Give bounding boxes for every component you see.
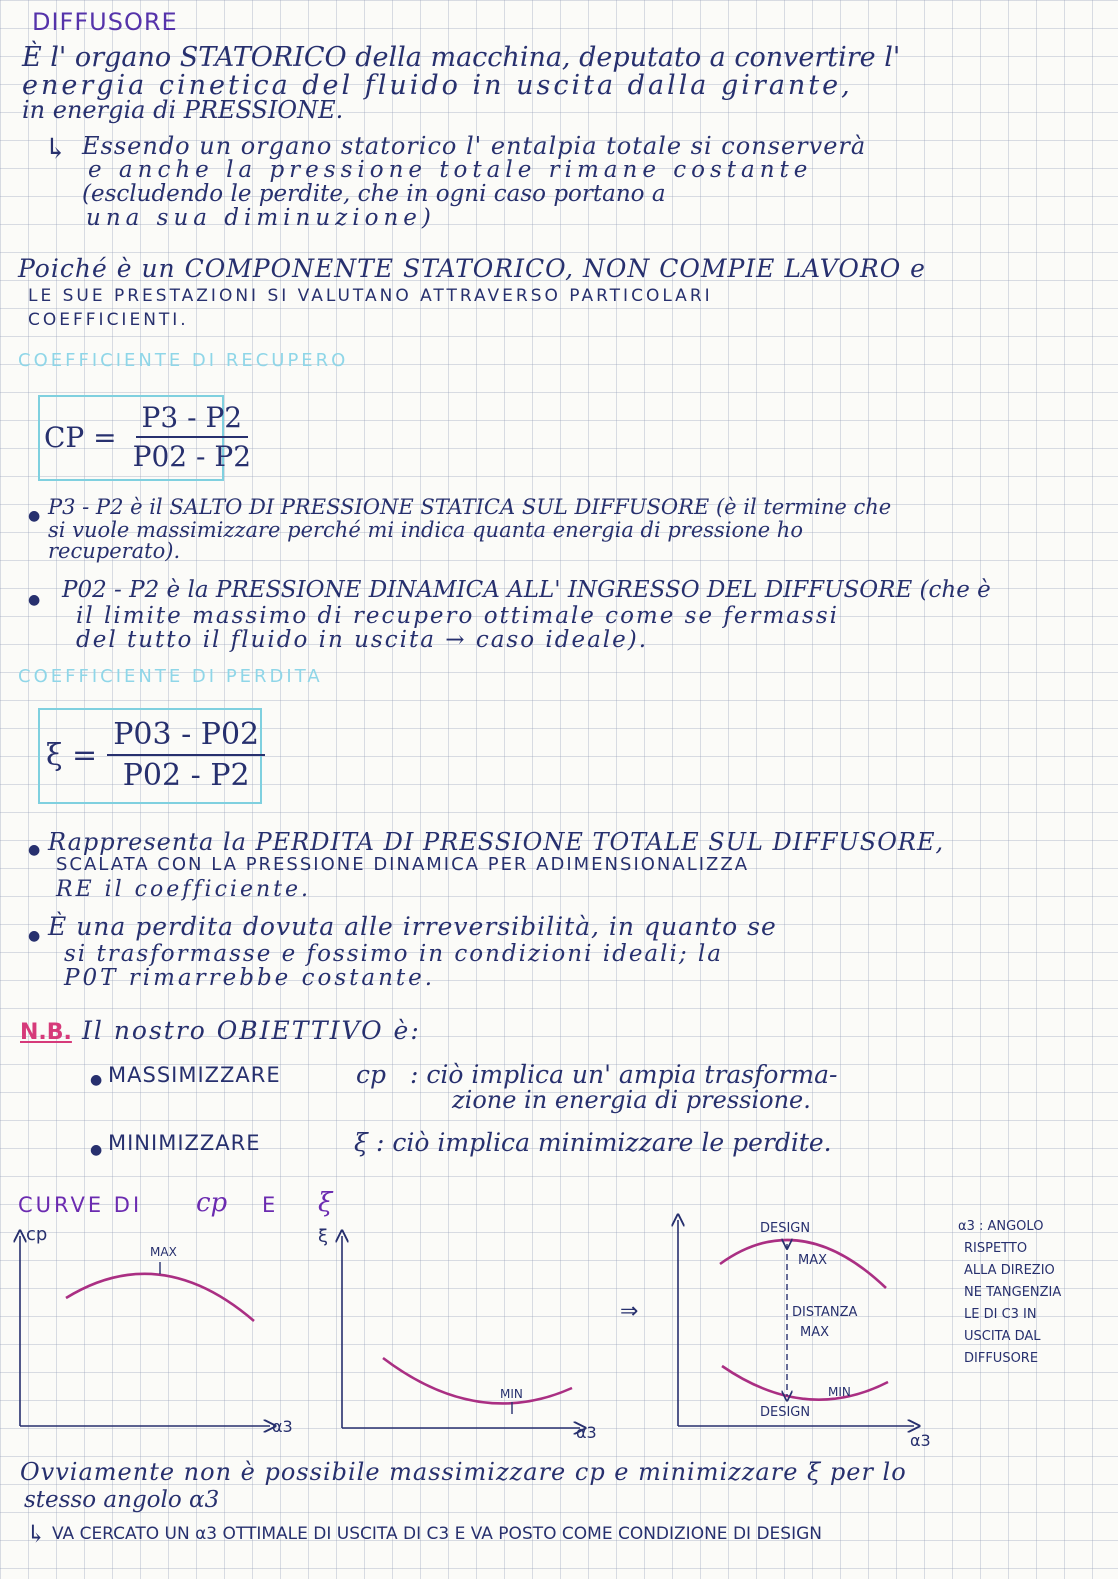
alpha3-note [958, 1219, 1061, 1366]
conclusion-line-2: stesso angolo α3 [24, 1487, 220, 1513]
curves-heading-xi: ξ [318, 1188, 333, 1218]
combined-plot-x-label: α3 [910, 1431, 931, 1450]
xi-plot-x-label: α3 [576, 1423, 597, 1442]
bullet-icon: ● [28, 592, 41, 608]
combined-xi-curve [722, 1366, 888, 1400]
bullet-icon: ● [28, 928, 41, 944]
cp-formula [44, 398, 257, 476]
intro-line-2: energia cinetica del fluido in uscita dalla girante, [22, 70, 853, 101]
xi-plot-y-label: ξ [318, 1226, 329, 1247]
nb-item-2-line-1: : ciò implica minimizzare le perdite. [376, 1128, 832, 1157]
design-top-label: DESIGN [760, 1221, 811, 1236]
bullet-icon: ● [90, 1072, 103, 1088]
alpha3-note-line: ALLA DIREZIO [964, 1263, 1055, 1278]
conclusion-arrow-icon: ↳ [26, 1520, 47, 1548]
curves-heading-cp: cp [196, 1188, 228, 1218]
cp-curve-plot [20, 1224, 293, 1436]
cp-curve [66, 1274, 254, 1321]
cp-bullet-1-line-1: P3 - P2 è il SALTO DI PRESSIONE STATICA SUL DIFFUSORE (è il termine che [48, 495, 892, 519]
intro-arrow-icon: ↳ [44, 132, 68, 165]
nb-item-2-symbol: ξ [354, 1128, 368, 1157]
xi-curve [383, 1358, 572, 1403]
nb-item-1-key: MASSIMIZZARE [108, 1063, 281, 1087]
conclusion-line-1: Ovviamente non è possibile massimizzare cp e minimizzare ξ per lo [20, 1458, 907, 1486]
cp-plot-y-label: cp [26, 1224, 48, 1245]
xi-bullet-1-line-2: SCALATA CON LA PRESSIONE DINAMICA PER ADIMENSIONALIZZA [56, 854, 750, 875]
cp-bullet-1-line-3: recuperato). [48, 539, 181, 563]
intro-sub-3: (escludendo le perdite, che in ogni caso portano a [82, 181, 666, 207]
cp-formula-denominator: P02 - P2 [132, 440, 252, 473]
cp-formula-numerator: P3 - P2 [136, 401, 249, 438]
xi-formula-numerator: P03 - P02 [107, 717, 265, 756]
bullet-icon: ● [28, 508, 41, 524]
xi-formula [46, 712, 265, 798]
intro-sub-4: una sua diminuzione) [86, 205, 436, 231]
curves-diagram [0, 1206, 1118, 1466]
xi-curve-plot [318, 1226, 597, 1442]
combined-max-label: MAX [798, 1253, 828, 1268]
combined-min-label: MIN [828, 1385, 851, 1399]
alpha3-note-line: α3 : ANGOLO [958, 1219, 1044, 1234]
xi-bullet-2-line-2: si trasformasse e fossimo in condizioni ideali; la [64, 941, 723, 967]
nb-item-2-key: MINIMIZZARE [108, 1131, 261, 1155]
curves-heading: CURVE DI [18, 1193, 143, 1217]
poiche-line-1: Poiché è un COMPONENTE STATORICO, NON COMPIE LAVORO e [18, 254, 926, 283]
xi-bullet-2-line-1: È una perdita dovuta alle irreversibilità, in quanto se [48, 912, 777, 941]
conclusion-line-3: VA CERCATO UN α3 OTTIMALE DI USCITA DI C3 E VA POSTO COME CONDIZIONE DI DESIGN [52, 1524, 822, 1544]
xi-bullet-1-line-3: RE il coefficiente. [56, 877, 311, 902]
intro-line-3: in energia di PRESSIONE. [22, 96, 344, 124]
implies-arrow-icon: ⇒ [620, 1299, 639, 1324]
nb-item-1-line-2: zione in energia di pressione. [452, 1086, 811, 1114]
nb-label: N.B. [20, 1020, 72, 1045]
intro-sub-2: e anche la pressione totale rimane costante [88, 157, 813, 183]
distance-label-2: MAX [800, 1325, 830, 1340]
alpha3-note-line: NE TANGENZIA [964, 1285, 1062, 1300]
combined-curve-plot [678, 1220, 931, 1450]
nb-item-1-symbol: cp [356, 1060, 387, 1089]
xi-min-label: MIN [500, 1387, 523, 1401]
bullet-icon: ● [90, 1142, 103, 1158]
cp-bullet-2-line-2: il limite massimo di recupero ottimale come se fermassi [76, 603, 839, 629]
xi-formula-lhs: ξ = [46, 737, 98, 773]
alpha3-note-line: RISPETTO [964, 1241, 1028, 1256]
xi-bullet-1-line-1: Rappresenta la PERDITA DI PRESSIONE TOTALE SUL DIFFUSORE, [48, 828, 945, 856]
alpha3-note-line: DIFFUSORE [964, 1351, 1039, 1366]
distance-label-1: DISTANZA [792, 1305, 858, 1320]
cp-formula-lhs: CP = [44, 420, 117, 454]
cp-bullet-1-line-2: si vuole massimizzare perché mi indica quanta energia di pressione ho [48, 518, 803, 542]
design-bottom-label: DESIGN [760, 1405, 811, 1420]
alpha3-note-line: LE DI C3 IN [964, 1307, 1037, 1322]
alpha3-note-line: USCITA DAL [964, 1329, 1041, 1344]
xi-formula-denominator: P02 - P2 [122, 758, 250, 793]
bullet-icon: ● [28, 842, 41, 858]
intro-sub-1: Essendo un organo statorico l' entalpia totale si conserverà [82, 132, 867, 160]
xi-bullet-2-line-3: P0T rimarrebbe costante. [64, 965, 436, 991]
nb-item-1-line-1: : ciò implica un' ampia trasforma- [410, 1060, 838, 1089]
poiche-line-3: COEFFICIENTI. [28, 310, 189, 330]
cp-bullet-2-line-3: del tutto il fluido in uscita → caso ideale). [76, 627, 649, 653]
nb-line: Il nostro OBIETTIVO è: [82, 1016, 421, 1045]
xi-section-heading: COEFFICIENTE DI PERDITA [18, 666, 323, 687]
curves-heading-e: E [262, 1193, 278, 1217]
intro-line-1: È l' organo STATORICO della macchina, deputato a convertire l' [22, 42, 901, 73]
page-title: DIFFUSORE [32, 8, 178, 36]
cp-plot-x-label: α3 [272, 1417, 293, 1436]
cp-max-label: MAX [150, 1245, 177, 1259]
cp-section-heading: COEFFICIENTE DI RECUPERO [18, 350, 349, 371]
poiche-line-2: LE SUE PRESTAZIONI SI VALUTANO ATTRAVERSO PARTICOLARI [28, 286, 713, 306]
cp-bullet-2-line-1: P02 - P2 è la PRESSIONE DINAMICA ALL' INGRESSO DEL DIFFUSORE (che è [62, 577, 991, 603]
